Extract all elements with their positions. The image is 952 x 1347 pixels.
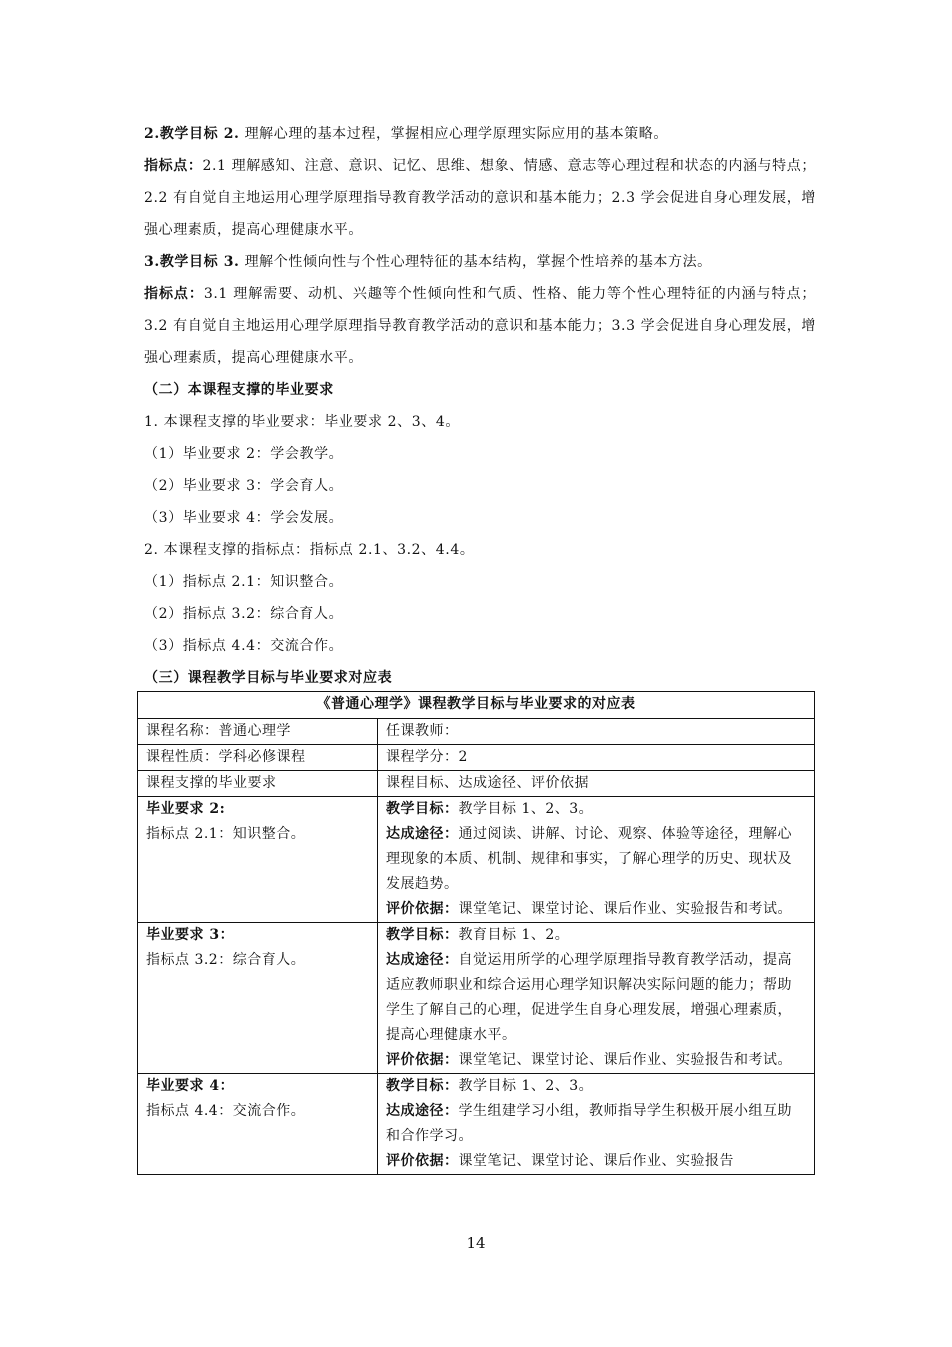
objectives-requirements-table xyxy=(137,691,815,1175)
requirement-point: 指标点 3.2：综合育人。 xyxy=(146,952,306,968)
goal-line xyxy=(386,923,806,948)
eval-text: 课堂笔记、课堂讨论、课后作业、实验报告 xyxy=(458,1153,734,1169)
eval-line xyxy=(386,1048,806,1073)
goal-text: 教学目标 1、2、3。 xyxy=(458,1078,594,1094)
goal-text: 教学目标 1、2、3。 xyxy=(458,801,594,817)
eval-text: 课堂笔记、课堂讨论、课后作业、实验报告和考试。 xyxy=(458,1052,792,1068)
requirement-point: 指标点 4.4：交流合作。 xyxy=(146,1103,306,1119)
requirement-point: 指标点 2.1：知识整合。 xyxy=(146,826,306,842)
objective-3-title: 3.教学目标 3. xyxy=(144,254,240,270)
objective-3-points-text: 3.1 理解需要、动机、兴趣等个性倾向性和气质、性格、能力等个性心理特征的内涵与特点；3.2 有自觉自主地运用心理学原理指导教育教学活动的意识和基本能力；3.3 学会促进自身心理发展，增强心理素质，提高心理健康水平。 xyxy=(144,286,817,366)
table-caption-row xyxy=(138,692,815,719)
goal-label: 教学目标： xyxy=(386,801,459,817)
section-2-line: （3）指标点 4.4：交流合作。 xyxy=(144,638,344,654)
objective-cell xyxy=(378,797,815,923)
teacher-cell: 任课教师： xyxy=(378,719,815,745)
course-name-cell: 课程名称：普通心理学 xyxy=(138,719,378,745)
objective-3-points-label: 指标点： xyxy=(144,286,204,302)
table-row xyxy=(138,923,815,1074)
path-label: 达成途径： xyxy=(386,952,459,968)
objective-2-title: 2.教学目标 2. xyxy=(144,126,240,142)
objective-2-text: 理解心理的基本过程，掌握相应心理学原理实际应用的基本策略。 xyxy=(244,126,668,142)
requirement-title: 毕业要求 2: xyxy=(146,801,226,817)
page-content xyxy=(144,118,816,694)
section-2-line: （1）毕业要求 2：学会教学。 xyxy=(144,446,344,462)
goal-text: 教育目标 1、2。 xyxy=(458,927,570,943)
requirement-cell xyxy=(138,923,378,1074)
goal-line xyxy=(386,797,806,822)
course-nature-cell: 课程性质：学科必修课程 xyxy=(138,745,378,771)
course-credits-cell: 课程学分：2 xyxy=(378,745,815,771)
table-caption: 《普通心理学》课程教学目标与毕业要求的对应表 xyxy=(138,692,815,719)
table-header-row xyxy=(138,771,815,797)
requirement-title: 毕业要求 4： xyxy=(146,1078,235,1094)
eval-label: 评价依据： xyxy=(386,1052,459,1068)
objective-3-paragraph xyxy=(144,246,816,278)
goal-label: 教学目标： xyxy=(386,1078,459,1094)
objective-cell xyxy=(378,1074,815,1175)
table-row xyxy=(138,719,815,745)
objective-2-paragraph xyxy=(144,118,816,150)
section-2-line: 2. 本课程支撑的指标点：指标点 2.1、3.2、4.4。 xyxy=(144,542,475,558)
path-text: 通过阅读、讲解、讨论、观察、体验等途径，理解心理现象的本质、机制、规律和事实，了解心理学的历史、现状及发展趋势。 xyxy=(386,826,792,892)
path-line xyxy=(386,1099,806,1149)
section-2-line: （2）毕业要求 3：学会育人。 xyxy=(144,478,344,494)
eval-line xyxy=(386,1149,806,1174)
path-label: 达成途径： xyxy=(386,826,459,842)
objective-3-text: 理解个性倾向性与个性心理特征的基本结构，掌握个性培养的基本方法。 xyxy=(244,254,712,270)
section-2-line: 1. 本课程支撑的毕业要求：毕业要求 2、3、4。 xyxy=(144,414,460,430)
section-3-heading: （三）课程教学目标与毕业要求对应表 xyxy=(144,670,393,686)
objective-2-points xyxy=(144,150,816,246)
objective-2-points-text: 2.1 理解感知、注意、意识、记忆、思维、想象、情感、意志等心理过程和状态的内涵与特点；2.2 有自觉自主地运用心理学原理指导教育教学活动的意识和基本能力；2.3 学会促进自身心理发展，增强心理素质，提高心理健康水平。 xyxy=(144,158,816,238)
page-number: 14 xyxy=(466,1234,486,1252)
objective-2-points-label: 指标点： xyxy=(144,158,203,174)
path-text: 学生组建学习小组，教师指导学生积极开展小组互助和合作学习。 xyxy=(386,1103,792,1144)
eval-label: 评价依据： xyxy=(386,901,459,917)
section-2-heading: （二）本课程支撑的毕业要求 xyxy=(144,382,334,398)
path-text: 自觉运用所学的心理学原理指导教育教学活动，提高适应教师职业和综合运用心理学知识解决实际问题的能力；帮助学生了解自己的心理，促进学生自身心理发展，增强心理素质，提高心理健康水平。 xyxy=(386,952,792,1043)
objective-3-points xyxy=(144,278,816,374)
eval-label: 评价依据： xyxy=(386,1153,459,1169)
path-line xyxy=(386,822,806,897)
goal-label: 教学目标： xyxy=(386,927,459,943)
section-2-line: （2）指标点 3.2：综合育人。 xyxy=(144,606,344,622)
table-row xyxy=(138,797,815,923)
table-row xyxy=(138,1074,815,1175)
section-2-line: （1）指标点 2.1：知识整合。 xyxy=(144,574,344,590)
eval-line xyxy=(386,897,806,922)
column-header-requirements: 课程支撑的毕业要求 xyxy=(138,771,378,797)
path-label: 达成途径： xyxy=(386,1103,459,1119)
goal-line xyxy=(386,1074,806,1099)
requirement-cell xyxy=(138,797,378,923)
requirement-cell xyxy=(138,1074,378,1175)
eval-text: 课堂笔记、课堂讨论、课后作业、实验报告和考试。 xyxy=(458,901,792,917)
table-row xyxy=(138,745,815,771)
objective-cell xyxy=(378,923,815,1074)
section-2-line: （3）毕业要求 4：学会发展。 xyxy=(144,510,344,526)
path-line xyxy=(386,948,806,1048)
requirement-title: 毕业要求 3： xyxy=(146,927,235,943)
column-header-objectives: 课程目标、达成途径、评价依据 xyxy=(378,771,815,797)
